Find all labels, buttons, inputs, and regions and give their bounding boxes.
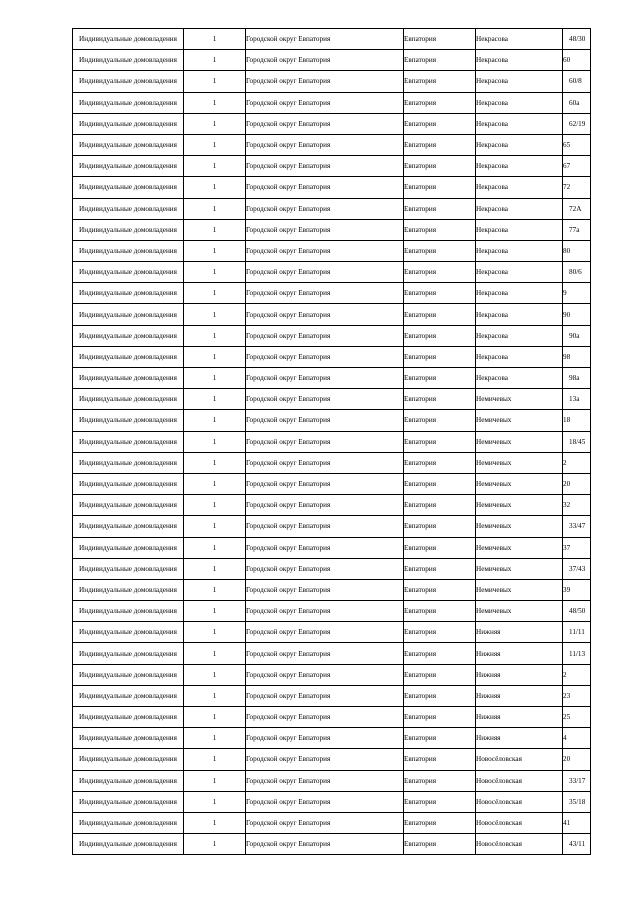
cell-street: Некрасова xyxy=(476,304,563,325)
cell-house-number: 37 xyxy=(563,537,591,558)
table-row xyxy=(73,728,591,749)
cell-object-type: Индивидуальные домовладения xyxy=(73,495,184,516)
cell-street: Некрасова xyxy=(476,134,563,155)
cell-house-number: 90а xyxy=(563,325,591,346)
cell-street: Нижняя xyxy=(476,664,563,685)
cell-street: Некрасова xyxy=(476,71,563,92)
cell-object-type: Индивидуальные домовладения xyxy=(73,622,184,643)
cell-street: Новосёловская xyxy=(476,812,563,833)
cell-city: Евпатория xyxy=(404,643,476,664)
cell-quantity: 1 xyxy=(184,431,246,452)
cell-district: Городской округ Евпатория xyxy=(246,262,404,283)
table-row xyxy=(73,664,591,685)
cell-street: Некрасова xyxy=(476,50,563,71)
cell-quantity: 1 xyxy=(184,134,246,155)
cell-quantity: 1 xyxy=(184,749,246,770)
cell-quantity: 1 xyxy=(184,707,246,728)
cell-quantity: 1 xyxy=(184,601,246,622)
cell-quantity: 1 xyxy=(184,368,246,389)
table-row xyxy=(73,431,591,452)
cell-house-number: 18/45 xyxy=(563,431,591,452)
cell-object-type: Индивидуальные домовладения xyxy=(73,283,184,304)
table-row xyxy=(73,389,591,410)
cell-object-type: Индивидуальные домовладения xyxy=(73,537,184,558)
cell-object-type: Индивидуальные домовладения xyxy=(73,156,184,177)
table-row xyxy=(73,219,591,240)
cell-city: Евпатория xyxy=(404,537,476,558)
cell-object-type: Индивидуальные домовладения xyxy=(73,113,184,134)
cell-house-number: 80 xyxy=(563,240,591,261)
cell-object-type: Индивидуальные домовладения xyxy=(73,601,184,622)
cell-quantity: 1 xyxy=(184,156,246,177)
address-table xyxy=(72,28,591,855)
cell-street: Немичевых xyxy=(476,579,563,600)
cell-district: Городской округ Евпатория xyxy=(246,601,404,622)
cell-district: Городской округ Евпатория xyxy=(246,50,404,71)
cell-object-type: Индивидуальные домовладения xyxy=(73,368,184,389)
cell-quantity: 1 xyxy=(184,198,246,219)
cell-district: Городской округ Евпатория xyxy=(246,622,404,643)
cell-quantity: 1 xyxy=(184,537,246,558)
cell-house-number: 11/11 xyxy=(563,622,591,643)
cell-street: Новосёловская xyxy=(476,791,563,812)
table-row xyxy=(73,368,591,389)
table-row xyxy=(73,50,591,71)
cell-city: Евпатория xyxy=(404,601,476,622)
cell-district: Городской округ Евпатория xyxy=(246,198,404,219)
cell-object-type: Индивидуальные домовладения xyxy=(73,92,184,113)
table-row xyxy=(73,325,591,346)
cell-house-number: 72 xyxy=(563,177,591,198)
cell-district: Городской округ Евпатория xyxy=(246,495,404,516)
cell-district: Городской округ Евпатория xyxy=(246,156,404,177)
cell-quantity: 1 xyxy=(184,834,246,855)
cell-quantity: 1 xyxy=(184,558,246,579)
cell-street: Некрасова xyxy=(476,29,563,50)
cell-street: Некрасова xyxy=(476,219,563,240)
cell-quantity: 1 xyxy=(184,410,246,431)
cell-city: Евпатория xyxy=(404,304,476,325)
table-row xyxy=(73,262,591,283)
cell-house-number: 60 xyxy=(563,50,591,71)
cell-city: Евпатория xyxy=(404,368,476,389)
cell-district: Городской округ Евпатория xyxy=(246,770,404,791)
table-row xyxy=(73,92,591,113)
cell-object-type: Индивидуальные домовладения xyxy=(73,240,184,261)
cell-house-number: 33/47 xyxy=(563,516,591,537)
cell-quantity: 1 xyxy=(184,283,246,304)
cell-district: Городской округ Евпатория xyxy=(246,791,404,812)
cell-street: Нижняя xyxy=(476,707,563,728)
cell-district: Городской округ Евпатория xyxy=(246,728,404,749)
cell-quantity: 1 xyxy=(184,812,246,833)
cell-object-type: Индивидуальные домовладения xyxy=(73,346,184,367)
cell-street: Нижняя xyxy=(476,685,563,706)
cell-district: Городской округ Евпатория xyxy=(246,410,404,431)
cell-street: Новосёловская xyxy=(476,770,563,791)
cell-city: Евпатория xyxy=(404,579,476,600)
table-row xyxy=(73,834,591,855)
cell-object-type: Индивидуальные домовладения xyxy=(73,516,184,537)
cell-object-type: Индивидуальные домовладения xyxy=(73,262,184,283)
table-row xyxy=(73,601,591,622)
table-row xyxy=(73,71,591,92)
cell-house-number: 37/43 xyxy=(563,558,591,579)
cell-city: Евпатория xyxy=(404,834,476,855)
cell-district: Городской округ Евпатория xyxy=(246,283,404,304)
cell-object-type: Индивидуальные домовладения xyxy=(73,579,184,600)
cell-quantity: 1 xyxy=(184,219,246,240)
cell-street: Новосёловская xyxy=(476,834,563,855)
table-row xyxy=(73,346,591,367)
cell-quantity: 1 xyxy=(184,664,246,685)
cell-quantity: 1 xyxy=(184,728,246,749)
cell-object-type: Индивидуальные домовладения xyxy=(73,473,184,494)
cell-object-type: Индивидуальные домовладения xyxy=(73,431,184,452)
cell-object-type: Индивидуальные домовладения xyxy=(73,558,184,579)
cell-city: Евпатория xyxy=(404,29,476,50)
cell-district: Городской округ Евпатория xyxy=(246,452,404,473)
table-row xyxy=(73,240,591,261)
table-row xyxy=(73,177,591,198)
cell-house-number: 80/6 xyxy=(563,262,591,283)
cell-city: Евпатория xyxy=(404,410,476,431)
cell-district: Городской округ Евпатория xyxy=(246,579,404,600)
cell-quantity: 1 xyxy=(184,791,246,812)
table-row xyxy=(73,29,591,50)
cell-quantity: 1 xyxy=(184,29,246,50)
cell-house-number: 98 xyxy=(563,346,591,367)
cell-quantity: 1 xyxy=(184,770,246,791)
cell-object-type: Индивидуальные домовладения xyxy=(73,812,184,833)
cell-quantity: 1 xyxy=(184,50,246,71)
cell-district: Городской округ Евпатория xyxy=(246,92,404,113)
table-row xyxy=(73,495,591,516)
cell-city: Евпатория xyxy=(404,622,476,643)
cell-street: Некрасова xyxy=(476,240,563,261)
cell-house-number: 39 xyxy=(563,579,591,600)
table-row xyxy=(73,685,591,706)
cell-quantity: 1 xyxy=(184,304,246,325)
cell-street: Нижняя xyxy=(476,643,563,664)
table-row xyxy=(73,791,591,812)
cell-street: Немичевых xyxy=(476,389,563,410)
cell-quantity: 1 xyxy=(184,452,246,473)
cell-district: Городской округ Евпатория xyxy=(246,240,404,261)
table-row xyxy=(73,622,591,643)
cell-house-number: 98а xyxy=(563,368,591,389)
cell-district: Городской округ Евпатория xyxy=(246,558,404,579)
cell-quantity: 1 xyxy=(184,262,246,283)
cell-street: Некрасова xyxy=(476,325,563,346)
cell-quantity: 1 xyxy=(184,622,246,643)
cell-district: Городской округ Евпатория xyxy=(246,473,404,494)
cell-house-number: 67 xyxy=(563,156,591,177)
table-row xyxy=(73,537,591,558)
cell-quantity: 1 xyxy=(184,92,246,113)
cell-district: Городской округ Евпатория xyxy=(246,134,404,155)
cell-street: Немичевых xyxy=(476,473,563,494)
cell-object-type: Индивидуальные домовладения xyxy=(73,770,184,791)
cell-city: Евпатория xyxy=(404,558,476,579)
cell-street: Некрасова xyxy=(476,262,563,283)
cell-city: Евпатория xyxy=(404,707,476,728)
cell-house-number: 13а xyxy=(563,389,591,410)
table-row xyxy=(73,579,591,600)
cell-city: Евпатория xyxy=(404,156,476,177)
cell-object-type: Индивидуальные домовладения xyxy=(73,304,184,325)
cell-street: Некрасова xyxy=(476,368,563,389)
cell-object-type: Индивидуальные домовладения xyxy=(73,325,184,346)
cell-city: Евпатория xyxy=(404,473,476,494)
cell-street: Немичевых xyxy=(476,558,563,579)
cell-house-number: 2 xyxy=(563,664,591,685)
cell-house-number: 41 xyxy=(563,812,591,833)
table-row xyxy=(73,707,591,728)
cell-district: Городской округ Евпатория xyxy=(246,389,404,410)
cell-city: Евпатория xyxy=(404,283,476,304)
cell-street: Некрасова xyxy=(476,198,563,219)
cell-house-number: 25 xyxy=(563,707,591,728)
cell-street: Немичевых xyxy=(476,452,563,473)
cell-object-type: Индивидуальные домовладения xyxy=(73,452,184,473)
table-row xyxy=(73,643,591,664)
cell-object-type: Индивидуальные домовладения xyxy=(73,685,184,706)
cell-house-number: 77а xyxy=(563,219,591,240)
cell-city: Евпатория xyxy=(404,198,476,219)
cell-street: Некрасова xyxy=(476,113,563,134)
cell-object-type: Индивидуальные домовладения xyxy=(73,791,184,812)
cell-district: Городской округ Евпатория xyxy=(246,29,404,50)
cell-street: Немичевых xyxy=(476,601,563,622)
table-row xyxy=(73,749,591,770)
cell-house-number: 4 xyxy=(563,728,591,749)
cell-city: Евпатория xyxy=(404,50,476,71)
cell-city: Евпатория xyxy=(404,495,476,516)
cell-object-type: Индивидуальные домовладения xyxy=(73,29,184,50)
cell-district: Городской округ Евпатория xyxy=(246,812,404,833)
cell-house-number: 32 xyxy=(563,495,591,516)
cell-object-type: Индивидуальные домовладения xyxy=(73,664,184,685)
cell-quantity: 1 xyxy=(184,346,246,367)
cell-house-number: 23 xyxy=(563,685,591,706)
cell-city: Евпатория xyxy=(404,177,476,198)
cell-city: Евпатория xyxy=(404,770,476,791)
table-row xyxy=(73,452,591,473)
cell-object-type: Индивидуальные домовладения xyxy=(73,177,184,198)
cell-object-type: Индивидуальные домовладения xyxy=(73,749,184,770)
table-row xyxy=(73,156,591,177)
cell-street: Немичевых xyxy=(476,495,563,516)
table-row xyxy=(73,558,591,579)
table-row xyxy=(73,283,591,304)
cell-city: Евпатория xyxy=(404,113,476,134)
cell-object-type: Индивидуальные домовладения xyxy=(73,728,184,749)
cell-city: Евпатория xyxy=(404,452,476,473)
cell-house-number: 33/17 xyxy=(563,770,591,791)
cell-street: Нижняя xyxy=(476,728,563,749)
cell-house-number: 48/30 xyxy=(563,29,591,50)
table-row xyxy=(73,198,591,219)
cell-quantity: 1 xyxy=(184,177,246,198)
cell-city: Евпатория xyxy=(404,431,476,452)
cell-city: Евпатория xyxy=(404,92,476,113)
cell-quantity: 1 xyxy=(184,643,246,664)
cell-district: Городской округ Евпатория xyxy=(246,664,404,685)
cell-street: Немичевых xyxy=(476,431,563,452)
cell-street: Нижняя xyxy=(476,622,563,643)
cell-house-number: 90 xyxy=(563,304,591,325)
table-row xyxy=(73,134,591,155)
cell-city: Евпатория xyxy=(404,664,476,685)
cell-city: Евпатория xyxy=(404,791,476,812)
address-table-body xyxy=(73,29,591,855)
cell-house-number: 65 xyxy=(563,134,591,155)
cell-city: Евпатория xyxy=(404,346,476,367)
cell-city: Евпатория xyxy=(404,262,476,283)
cell-district: Городской округ Евпатория xyxy=(246,834,404,855)
cell-street: Некрасова xyxy=(476,346,563,367)
cell-house-number: 11/13 xyxy=(563,643,591,664)
cell-city: Евпатория xyxy=(404,219,476,240)
cell-city: Евпатория xyxy=(404,728,476,749)
cell-street: Немичевых xyxy=(476,516,563,537)
cell-district: Городской округ Евпатория xyxy=(246,516,404,537)
cell-quantity: 1 xyxy=(184,516,246,537)
cell-district: Городской округ Евпатория xyxy=(246,643,404,664)
cell-district: Городской округ Евпатория xyxy=(246,346,404,367)
cell-quantity: 1 xyxy=(184,495,246,516)
cell-house-number: 20 xyxy=(563,473,591,494)
cell-quantity: 1 xyxy=(184,685,246,706)
cell-object-type: Индивидуальные домовладения xyxy=(73,834,184,855)
cell-house-number: 60а xyxy=(563,92,591,113)
cell-street: Некрасова xyxy=(476,156,563,177)
cell-object-type: Индивидуальные домовладения xyxy=(73,71,184,92)
cell-city: Евпатория xyxy=(404,325,476,346)
cell-quantity: 1 xyxy=(184,240,246,261)
cell-quantity: 1 xyxy=(184,325,246,346)
cell-quantity: 1 xyxy=(184,71,246,92)
cell-street: Некрасова xyxy=(476,283,563,304)
table-row xyxy=(73,304,591,325)
cell-object-type: Индивидуальные домовладения xyxy=(73,707,184,728)
cell-district: Городской округ Евпатория xyxy=(246,431,404,452)
cell-district: Городской округ Евпатория xyxy=(246,707,404,728)
table-row xyxy=(73,410,591,431)
cell-house-number: 72А xyxy=(563,198,591,219)
cell-object-type: Индивидуальные домовладения xyxy=(73,643,184,664)
cell-city: Евпатория xyxy=(404,812,476,833)
cell-house-number: 9 xyxy=(563,283,591,304)
cell-district: Городской округ Евпатория xyxy=(246,219,404,240)
cell-district: Городской округ Евпатория xyxy=(246,177,404,198)
cell-district: Городской округ Евпатория xyxy=(246,113,404,134)
cell-house-number: 35/18 xyxy=(563,791,591,812)
cell-house-number: 48/50 xyxy=(563,601,591,622)
cell-district: Городской округ Евпатория xyxy=(246,685,404,706)
cell-quantity: 1 xyxy=(184,113,246,134)
cell-district: Городской округ Евпатория xyxy=(246,537,404,558)
cell-street: Новосёловская xyxy=(476,749,563,770)
cell-house-number: 62/19 xyxy=(563,113,591,134)
cell-street: Некрасова xyxy=(476,177,563,198)
cell-house-number: 2 xyxy=(563,452,591,473)
cell-house-number: 43/11 xyxy=(563,834,591,855)
cell-city: Евпатория xyxy=(404,389,476,410)
cell-city: Евпатория xyxy=(404,516,476,537)
cell-house-number: 20 xyxy=(563,749,591,770)
cell-object-type: Индивидуальные домовладения xyxy=(73,219,184,240)
cell-street: Немичевых xyxy=(476,537,563,558)
cell-object-type: Индивидуальные домовладения xyxy=(73,410,184,431)
cell-city: Евпатория xyxy=(404,134,476,155)
table-row xyxy=(73,812,591,833)
cell-street: Некрасова xyxy=(476,92,563,113)
cell-object-type: Индивидуальные домовладения xyxy=(73,134,184,155)
cell-district: Городской округ Евпатория xyxy=(246,71,404,92)
cell-city: Евпатория xyxy=(404,71,476,92)
cell-district: Городской округ Евпатория xyxy=(246,749,404,770)
table-row xyxy=(73,770,591,791)
cell-quantity: 1 xyxy=(184,389,246,410)
cell-city: Евпатория xyxy=(404,749,476,770)
table-row xyxy=(73,473,591,494)
cell-street: Немичевых xyxy=(476,410,563,431)
cell-city: Евпатория xyxy=(404,685,476,706)
cell-house-number: 18 xyxy=(563,410,591,431)
cell-district: Городской округ Евпатория xyxy=(246,304,404,325)
cell-city: Евпатория xyxy=(404,240,476,261)
table-row xyxy=(73,516,591,537)
cell-object-type: Индивидуальные домовладения xyxy=(73,50,184,71)
cell-district: Городской округ Евпатория xyxy=(246,325,404,346)
cell-district: Городской округ Евпатория xyxy=(246,368,404,389)
cell-quantity: 1 xyxy=(184,473,246,494)
cell-object-type: Индивидуальные домовладения xyxy=(73,389,184,410)
table-row xyxy=(73,113,591,134)
cell-house-number: 60/8 xyxy=(563,71,591,92)
cell-quantity: 1 xyxy=(184,579,246,600)
cell-object-type: Индивидуальные домовладения xyxy=(73,198,184,219)
